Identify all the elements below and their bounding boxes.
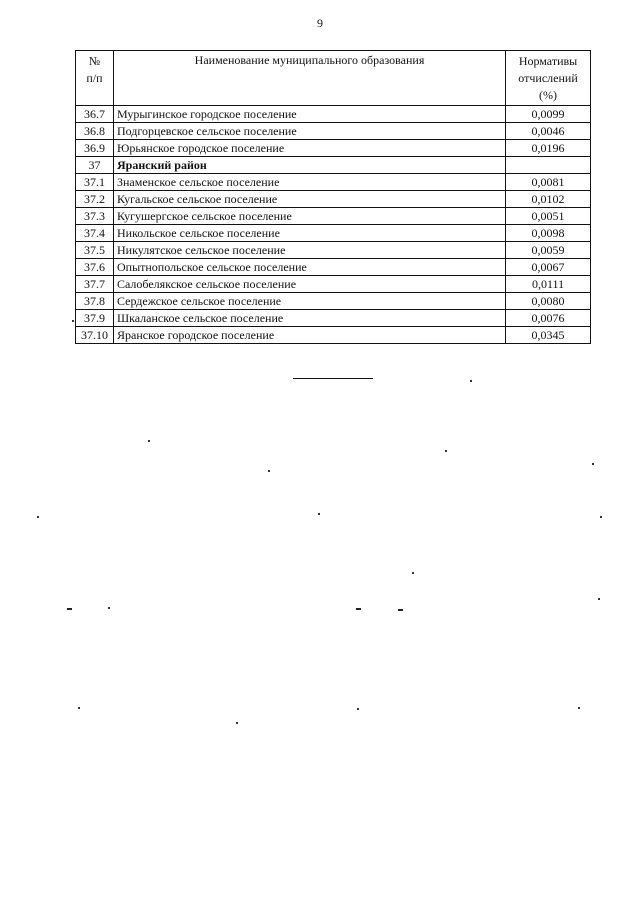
table-row	[76, 293, 591, 310]
norms-table	[75, 50, 591, 344]
cell-value: 0,0081	[506, 174, 591, 191]
cell-number: 37.1	[76, 174, 114, 191]
scan-speck	[37, 516, 39, 518]
table-row	[76, 225, 591, 242]
cell-number: 36.9	[76, 140, 114, 157]
cell-value: 0,0051	[506, 208, 591, 225]
cell-number: 37.7	[76, 276, 114, 293]
cell-number: 37.6	[76, 259, 114, 276]
cell-name: Салобелякское сельское поселение	[113, 276, 505, 293]
table-row	[76, 208, 591, 225]
scan-speck	[318, 513, 320, 515]
cell-name: Юрьянское городское поселение	[113, 140, 505, 157]
table-row	[76, 327, 591, 344]
scan-speck	[357, 708, 359, 710]
table-row	[76, 123, 591, 140]
table-row	[76, 310, 591, 327]
cell-name: Сердежское сельское поселение	[113, 293, 505, 310]
header-number-abbr: п/п	[86, 71, 103, 85]
page-number: 9	[317, 16, 323, 30]
header-norms-unit: (%)	[539, 88, 558, 102]
scan-speck	[470, 380, 472, 382]
table-row-district	[76, 157, 591, 174]
table-row	[76, 140, 591, 157]
cell-number: 36.7	[76, 106, 114, 123]
table-header-row	[76, 51, 591, 106]
cell-value: 0,0067	[506, 259, 591, 276]
cell-value: 0,0111	[506, 276, 591, 293]
table-row	[76, 191, 591, 208]
header-norms-line1: Нормативы	[518, 54, 578, 68]
cell-value: 0,0076	[506, 310, 591, 327]
scan-speck	[412, 572, 414, 574]
scan-dash	[67, 608, 72, 610]
cell-value: 0,0102	[506, 191, 591, 208]
cell-value: 0,0345	[506, 327, 591, 344]
cell-number: 37.3	[76, 208, 114, 225]
scan-speck	[600, 516, 602, 518]
scan-speck	[578, 707, 580, 709]
cell-value: 0,0046	[506, 123, 591, 140]
cell-name: Кугальское сельское поселение	[113, 191, 505, 208]
table-row	[76, 259, 591, 276]
cell-number: 37.10	[76, 327, 114, 344]
table-row	[76, 276, 591, 293]
cell-name: Яранский район	[113, 157, 505, 174]
scan-speck	[108, 607, 110, 609]
cell-number: 37.8	[76, 293, 114, 310]
scan-speck	[592, 463, 594, 465]
cell-number: 37.2	[76, 191, 114, 208]
cell-value: 0,0098	[506, 225, 591, 242]
cell-number: 37.4	[76, 225, 114, 242]
table-row	[76, 106, 591, 123]
header-number-symbol: №	[88, 54, 101, 68]
scan-speck	[236, 722, 238, 724]
cell-name: Шкаланское сельское поселение	[113, 310, 505, 327]
header-norms-line2: отчислений	[518, 71, 578, 85]
cell-name: Яранское городское поселение	[113, 327, 505, 344]
cell-value: 0,0080	[506, 293, 591, 310]
cell-name: Опытнопольское сельское поселение	[113, 259, 505, 276]
cell-value: 0,0059	[506, 242, 591, 259]
cell-name: Кугушергское сельское поселение	[113, 208, 505, 225]
scan-speck	[148, 440, 150, 442]
scan-speck	[268, 470, 270, 472]
cell-name: Подгорцевское сельское поселение	[113, 123, 505, 140]
header-number	[76, 51, 114, 106]
cell-number: 37.5	[76, 242, 114, 259]
table-body	[76, 106, 591, 344]
cell-name: Мурыгинское городское поселение	[113, 106, 505, 123]
cell-number: 37.9	[76, 310, 114, 327]
table-row	[76, 174, 591, 191]
cell-number: 37	[76, 157, 114, 174]
cell-name: Знаменское сельское поселение	[113, 174, 505, 191]
header-name: Наименование муниципального образования	[113, 51, 505, 106]
scan-speck	[598, 598, 600, 600]
cell-name: Никольское сельское поселение	[113, 225, 505, 242]
scan-speck	[445, 450, 447, 452]
scan-dash	[398, 609, 403, 611]
cell-value: 0,0099	[506, 106, 591, 123]
cell-value: 0,0196	[506, 140, 591, 157]
scan-dash	[356, 608, 361, 610]
end-divider	[293, 378, 373, 379]
scan-speck	[78, 707, 80, 709]
header-norms	[506, 51, 591, 106]
cell-number: 36.8	[76, 123, 114, 140]
cell-value	[506, 157, 591, 174]
scan-speck	[72, 320, 74, 322]
table-row	[76, 242, 591, 259]
cell-name: Никулятское сельское поселение	[113, 242, 505, 259]
